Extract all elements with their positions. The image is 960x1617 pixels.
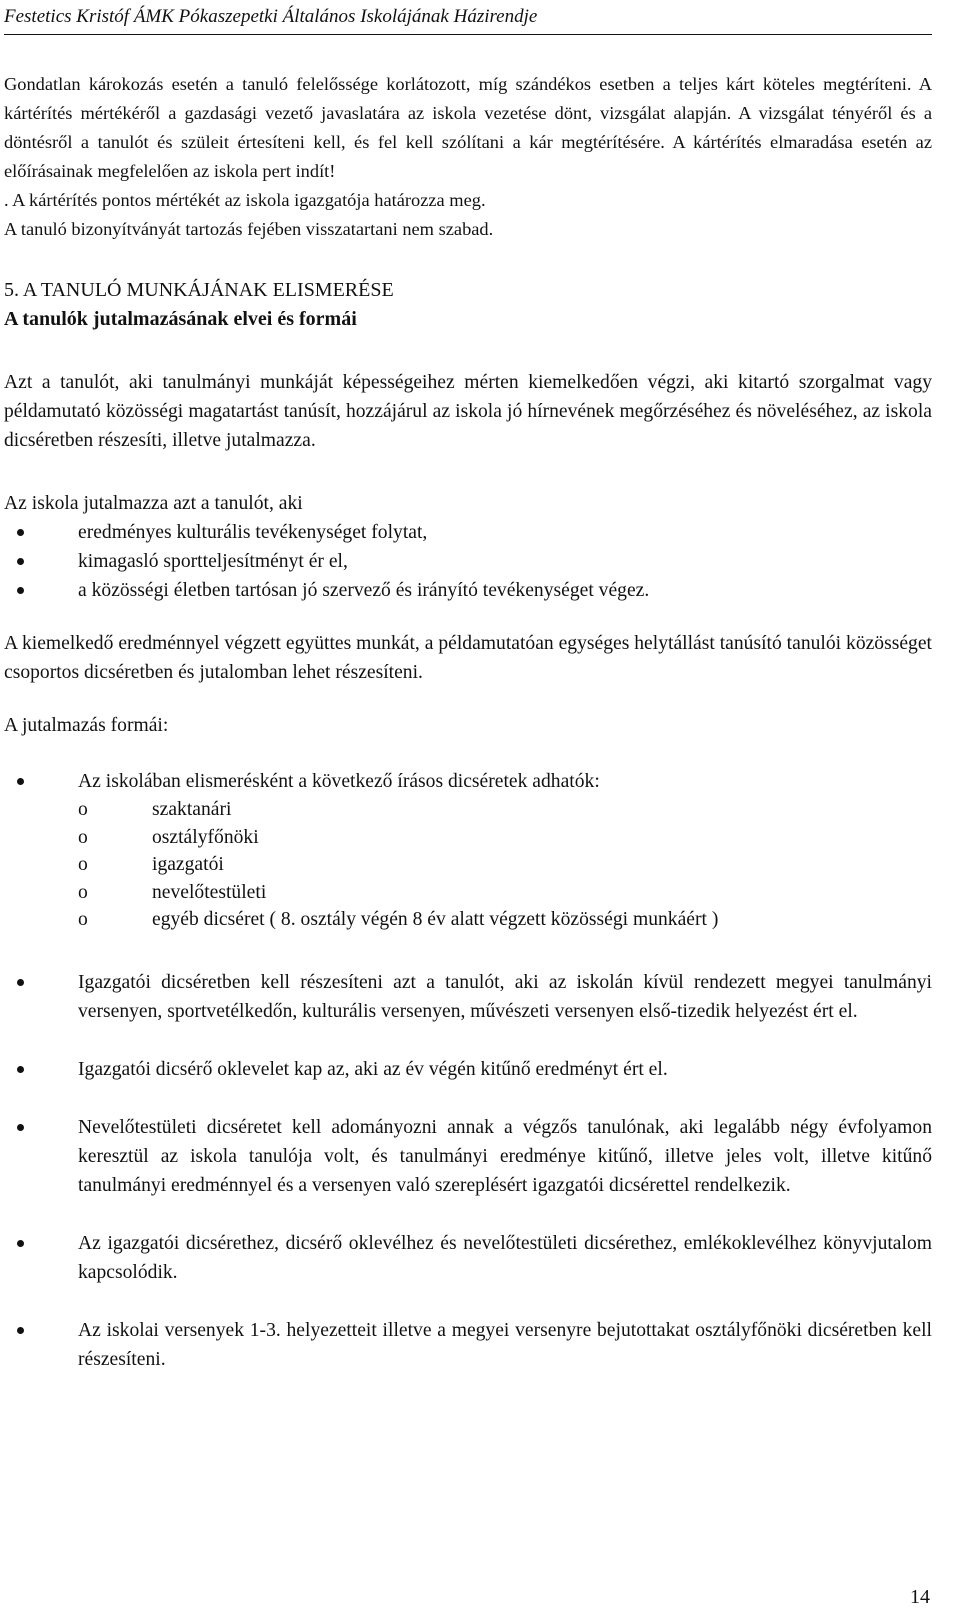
list-item-text: Igazgatói dicséretben kell részesíteni azt a tanulót, aki az iskolán kívül rendezett megyei tanulmányi versenyen, sportvetélkedőn, kulturális versenyen, művészeti versenyen első-tizedik helyezést ért el. bbox=[78, 971, 932, 1022]
bullet-icon bbox=[17, 587, 24, 594]
list-item bbox=[4, 767, 932, 934]
rewards-criteria-list bbox=[4, 518, 932, 605]
list-item-text: Az igazgatói dicsérethez, dicsérő oklevélhez és nevelőtestületi dicsérethez, emlékoklevélhez könyvjutalom kapcsolódik. bbox=[78, 1232, 932, 1283]
bullet-icon bbox=[17, 778, 24, 785]
list-item-text: a közösségi életben tartósan jó szervező és irányító tevékenységet végez. bbox=[78, 580, 650, 601]
bullet-icon bbox=[17, 979, 24, 986]
intro-line-3: A tanuló bizonyítványát tartozás fejében visszatartani nem szabad. bbox=[4, 219, 494, 239]
intro-line-2: . A kártérítés pontos mértékét az iskola igazgatója határozza meg. bbox=[4, 190, 486, 210]
list-item-text: kimagasló sportteljesítményt ér el, bbox=[78, 551, 348, 572]
list-item-text: Az iskolában elismerésként a következő írásos dicséretek adhatók: bbox=[78, 771, 600, 792]
document-body bbox=[4, 70, 932, 1374]
circle-bullet-icon: o bbox=[78, 854, 88, 875]
sub-list-item-text: szaktanári bbox=[152, 799, 232, 820]
list-item bbox=[4, 518, 932, 547]
bullet-icon bbox=[17, 558, 24, 565]
sub-list-item-text: igazgatói bbox=[152, 854, 224, 875]
bullet-icon bbox=[17, 1327, 24, 1334]
paragraph-rewards-lead: Az iskola jutalmazza azt a tanulót, aki bbox=[4, 493, 303, 514]
circle-bullet-icon: o bbox=[78, 909, 88, 930]
sub-list-item bbox=[4, 796, 932, 824]
paragraph-principles: Azt a tanulót, aki tanulmányi munkáját képességeihez mérten kiemelkedően végzi, aki kitartó szorgalmat vagy példamutató közösségi magatartást tanúsít, hozzájárul az iskola jó hírnevének megőrzéséhez és növeléséhez, az iskola dicséretben részesíti, illetve jutalmazza. bbox=[4, 372, 932, 451]
sub-list-item bbox=[4, 851, 932, 879]
list-item-text: eredményes kulturális tevékenységet folytat, bbox=[78, 522, 428, 543]
list-item bbox=[4, 576, 932, 605]
bullet-icon bbox=[17, 529, 24, 536]
list-item-text: Igazgatói dicsérő oklevelet kap az, aki az év végén kitűnő eredményt ért el. bbox=[78, 1058, 668, 1080]
sub-list-item-text: egyéb dicséret ( 8. osztály végén 8 év alatt végzett közösségi munkáért ) bbox=[152, 909, 719, 930]
forms-list bbox=[4, 767, 932, 1374]
intro-paragraph: Gondatlan károkozás esetén a tanuló felelőssége korlátozott, míg szándékos esetben a teljes kárt köteles megtéríteni. A kártérítés mértékéről a gazdasági vezető javaslatára az iskola vezetése dönt, vizsgálat alapján. A vizsgálat tényéről és a döntésről a tanulót és szüleit értesíteni kell, és fel kell szólítani a kár megtérítésére. A kártérítés elmaradása esetén az előírásainak megfelelően az iskola pert indít! bbox=[4, 74, 932, 181]
list-item bbox=[4, 547, 932, 576]
circle-bullet-icon: o bbox=[78, 826, 88, 848]
sub-list-item bbox=[4, 824, 932, 852]
list-item bbox=[4, 1229, 932, 1287]
sub-list-item-text: nevelőtestületi bbox=[152, 881, 267, 903]
section-title: 5. A TANULÓ MUNKÁJÁNAK ELISMERÉSE bbox=[4, 279, 394, 301]
bullet-icon bbox=[17, 1124, 24, 1131]
circle-bullet-icon: o bbox=[78, 881, 88, 903]
list-item bbox=[4, 968, 932, 1026]
list-item bbox=[4, 1316, 932, 1374]
commendation-types-list bbox=[4, 796, 932, 934]
circle-bullet-icon: o bbox=[78, 799, 88, 820]
paragraph-group-reward: A kiemelkedő eredménnyel végzett együttes munkát, a példamutatóan egységes helytállást tanúsító tanulói közösséget csoportos dicséretben és jutalomban lehet részesíteni. bbox=[4, 633, 932, 683]
bullet-icon bbox=[17, 1240, 24, 1247]
section-subtitle: A tanulók jutalmazásának elvei és formái bbox=[4, 308, 357, 330]
header-rule bbox=[4, 34, 932, 35]
paragraph-forms-lead: A jutalmazás formái: bbox=[4, 715, 169, 736]
list-item-text: Az iskolai versenyek 1-3. helyezetteit illetve a megyei versenyre bejutottakat osztályfőnöki dicséretben kell részesíteni. bbox=[78, 1319, 932, 1370]
bullet-icon bbox=[17, 1066, 24, 1073]
list-item-text: Nevelőtestületi dicséretet kell adományozni annak a végzős tanulónak, aki legalább négy évfolyamon keresztül az iskola tanulója volt, és tanulmányi eredménye kitűnő, illetve jeles volt, illetve kitűnő tanulmányi eredménnyel és a versenyen való szereplésért igazgatói dicsérettel rendelkezik. bbox=[78, 1116, 932, 1196]
page-number: 14 bbox=[910, 1586, 930, 1608]
sub-list-item-text: osztályfőnöki bbox=[152, 826, 259, 848]
sub-list-item bbox=[4, 879, 932, 907]
running-header: Festetics Kristóf ÁMK Pókaszepetki Általános Iskolájának Házirendje bbox=[4, 6, 538, 27]
list-item bbox=[4, 1113, 932, 1200]
list-item bbox=[4, 1055, 932, 1084]
sub-list-item bbox=[4, 906, 932, 934]
